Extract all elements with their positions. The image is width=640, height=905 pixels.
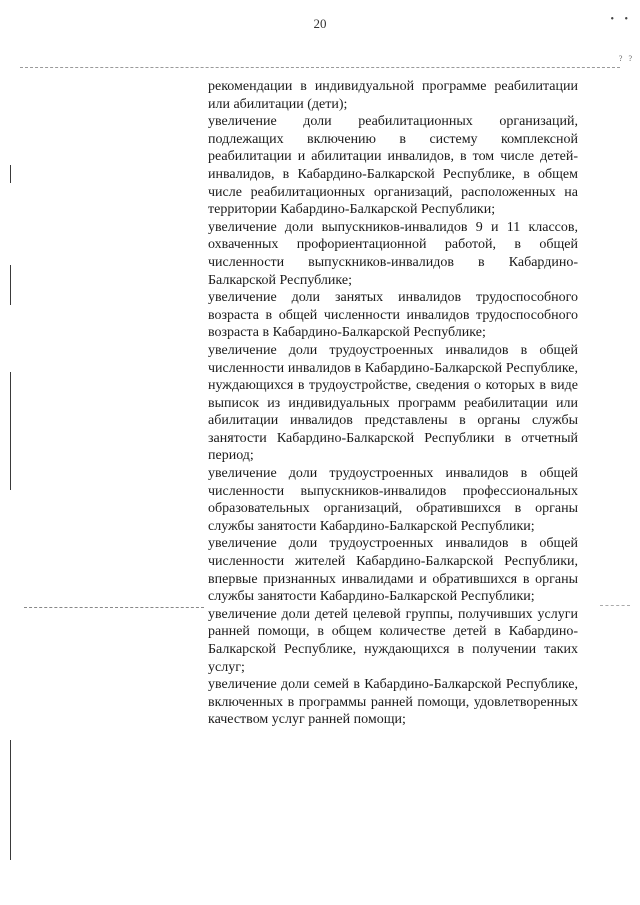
paragraph: рекомендации в индивидуальной программе реабилитации или абилитации (дети); xyxy=(208,79,578,112)
paragraph: увеличение доли трудоустроенных инвалидов в общей численности инвалидов в Кабардино-Балкарской Республике, нуждающихся в трудоустройстве, сведения о которых в виде выписок из индивидуальных программ реабилитации или абилитации инвалидов представлены в органы службы занятости Кабардино-Балкарской Республики в отчетный период; xyxy=(208,342,578,464)
page-number: 20 xyxy=(313,16,327,31)
corner-mark-secondary: ? ? xyxy=(618,54,634,63)
paragraph: увеличение доли трудоустроенных инвалидов в общей численности жителей Кабардино-Балкарской Республики, впервые признанных инвалидами и обратившихся в органы службы занятости Кабардино-Балкарской Республики; xyxy=(208,536,578,605)
paragraph: увеличение доли детей целевой группы, получивших услуги ранней помощи, в общем количестве детей в Кабардино-Балкарской Республике, нуждающихся в получении таких услуг; xyxy=(208,606,578,675)
paragraph: увеличение доли семей в Кабардино-Балкарской Республике, включенных в программы ранней помощи, удовлетворенных качеством услуг ранней помощи; xyxy=(208,677,578,728)
scan-artifact-line xyxy=(10,165,11,183)
scan-artifact-line xyxy=(10,265,11,305)
scan-artifact-dash xyxy=(24,607,204,608)
corner-mark: • • xyxy=(610,14,632,25)
paragraph: увеличение доли занятых инвалидов трудоспособного возраста в общей численности инвалидов трудоспособного возраста в Кабардино-Балкарской Республике; xyxy=(208,290,578,341)
scan-artifact-line xyxy=(10,740,11,860)
document-body xyxy=(208,78,578,729)
scan-artifact-line xyxy=(10,372,11,490)
paragraph: увеличение доли выпускников-инвалидов 9 и 11 классов, охваченных профориентационной работой, в общей численности выпускников-инвалидов в Кабардино-Балкарской Республике; xyxy=(208,219,578,288)
header-rule xyxy=(20,67,620,68)
paragraph: увеличение доли трудоустроенных инвалидов в общей численности выпускников-инвалидов профессиональных образовательных организаций, обратившихся в органы службы занятости Кабардино-Балкарской Республики; xyxy=(208,466,578,534)
scan-artifact-dash xyxy=(600,605,630,606)
paragraph: увеличение доли реабилитационных организаций, подлежащих включению в систему комплексной реабилитации и абилитации инвалидов, в том числе детей-инвалидов, в Кабардино-Балкарской Республике, в общем числе реабилитационных организаций, расположенных на территории Кабардино-Балкарской Республики; xyxy=(208,114,578,218)
